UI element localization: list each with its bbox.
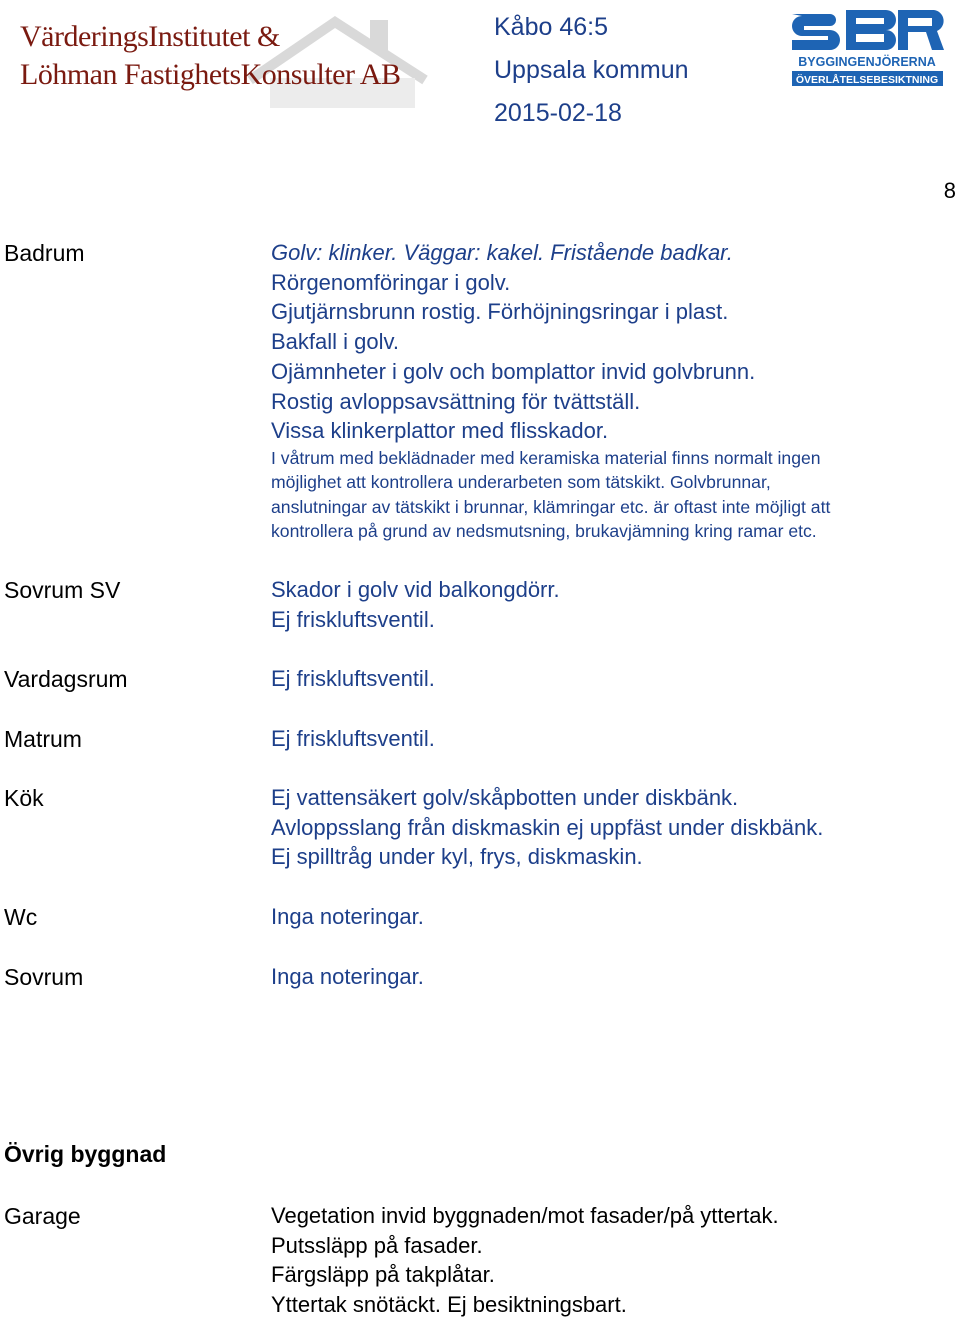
room-note-line: Inga noteringar. [271,904,424,929]
room-note-line: Bakfall i golv. [271,329,399,355]
disclaimer-line: anslutningar av tätskikt i brunnar, klämringar etc. är oftast inte möjligt att [271,496,831,517]
room-note-line: Ej friskluftsventil. [271,726,435,751]
company-name-line1: VärderingsInstitutet & [20,20,280,53]
room-note-line: Ojämnheter i golv och bomplattor invid golvbrunn. [271,358,756,384]
room-notes [271,238,830,544]
room-notes [271,1201,779,1320]
sbr-logo [790,8,945,88]
sbr-logo-line2: ÖVERLÅTELSEBESIKTNING [795,74,939,86]
municipality: Uppsala kommun [494,56,689,84]
room-note-line: Rostig avloppsavsättning för tvättställ. [271,388,641,414]
company-name-line2: Löhman FastighetsKonsulter AB [20,58,401,91]
room-note-line: Ej friskluftsventil. [271,666,435,691]
room-note-line: Vegetation invid byggnaden/mot fasader/på yttertak. [271,1203,779,1228]
section-heading: Övrig byggnad [4,1141,167,1167]
room-note-line: Skador i golv vid balkongdörr. [271,577,560,602]
room-note-line: Avloppsslang från diskmaskin ej uppfäst under diskbänk. [271,814,824,840]
room-note-line: Putssläpp på fasader. [271,1232,483,1258]
room-label: Garage [4,1203,81,1229]
room-notes [271,902,424,932]
room-label: Wc [4,904,38,930]
room-notes [271,783,823,872]
room-notes [271,664,435,694]
room-label: Vardagsrum [4,666,128,692]
sbr-logo-line1: BYGGINGENJÖRERNA [798,55,936,69]
property-designation: Kåbo 46:5 [494,13,608,41]
room-notes [271,962,424,992]
room-label: Matrum [4,726,82,752]
room-label: Badrum [4,240,85,266]
room-note-line: Golv: klinker. Väggar: kakel. Fristående badkar. [271,240,733,265]
room-note-line: Ej spilltråg under kyl, frys, diskmaskin. [271,844,643,870]
document-meta [494,6,689,135]
room-note-line: Yttertak snötäckt. Ej besiktningsbart. [271,1292,627,1318]
page-number: 8 [943,178,956,203]
room-label: Kök [4,785,44,811]
room-note-line: Inga noteringar. [271,964,424,989]
disclaimer-line: möjlighet att kontrollera underarbeten som tätskikt. Golvbrunnar, [271,472,771,493]
room-note-line: Vissa klinkerplattor med flisskador. [271,418,609,444]
disclaimer-line: kontrollera på grund av nedsmutsning, brukavjämning kring ramar etc. [271,521,817,542]
room-label: Sovrum [4,964,84,990]
room-note-line: Ej vattensäkert golv/skåpbotten under diskbänk. [271,785,739,810]
room-note-line: Rörgenomföringar i golv. [271,269,511,295]
room-note-line: Ej friskluftsventil. [271,606,435,632]
room-label: Sovrum SV [4,577,121,603]
room-notes [271,724,435,754]
disclaimer-line: I våtrum med beklädnader med keramiska material finns normalt ingen [271,447,821,468]
room-note-line: Färgsläpp på takplåtar. [271,1262,495,1288]
company-logo [20,18,460,108]
room-notes [271,575,560,634]
inspection-date: 2015-02-18 [494,99,622,127]
room-note-line: Gjutjärnsbrunn rostig. Förhöjningsringar i plast. [271,299,729,325]
